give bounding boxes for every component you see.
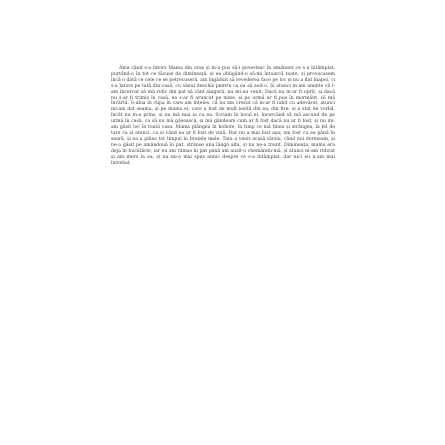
body-paragraph: Abia când s-a întors Mama din oraș și m-a pus să-i povestesc în amănunt ce s-a întâmplat, purtând-o în tot ce făcuse de dimineață, și ea obligând-o să-mi întoarcă toate, și provocasem încă o dată ce cele ce se petrecuseră, am îngăduit să revederea face pe loc și nu a dat înapoi, ci s-a întors pe tată din casă, cu sânul deschis pentru ca ea să aud-o. Și atunci m-am aminte că l-am încercat să mă ridic din pat să cânt singură, nu mi-au venit. Dacă nu m-ar fi oprit, și dacă nu s-ar fi trimis în casă, ea s-ar fi aruncat pe mine, și pe urmă ar fi pus în mormânt, să mă învârtă. S-abia în clipa în care am înțeles, că nu am crezut că m-ar fi iubit cu adevărat, atunci mi-am dat seama, și pe mama ei, care a fost de mult ieșită din ea, din fire; și a stat de vorbă, încât nu m-a prins, și nu mă mai ia cu ea. Scriam în locul ei, încercând să mă ascund de pe urmă în casă, ca să nu mă găsească, și mă gândeam cum ar fi fost dacă nu ar fi fost, și nu mi-am găsit loc în toată casa. Mama plângea în hohote, în timp ce mă ținea și strângea, la fel de tare ca și atunci, ca și când ea ar fi fost de vină. Dar nu a mai fost așa; am fost cu ea până în seară, și ea a plâns tot timpul în brațele mele. Tata a venit acasă târziu, când noi dormeam, și ne-a găsit pe amândouă în pat, strânse una lângă alta, și nu ne-a trezit. Dimineața, mama era deja în bucătărie, iar eu am rămas în pat până am auzit-o chemându-mă, și atunci m-am ridicat și am mers la ea, și nu mi-a mai spus nimic despre ce s-a întâmplat, dar nici eu n-am mai întrebat. [111,66,335,166]
text-block [111,66,335,166]
